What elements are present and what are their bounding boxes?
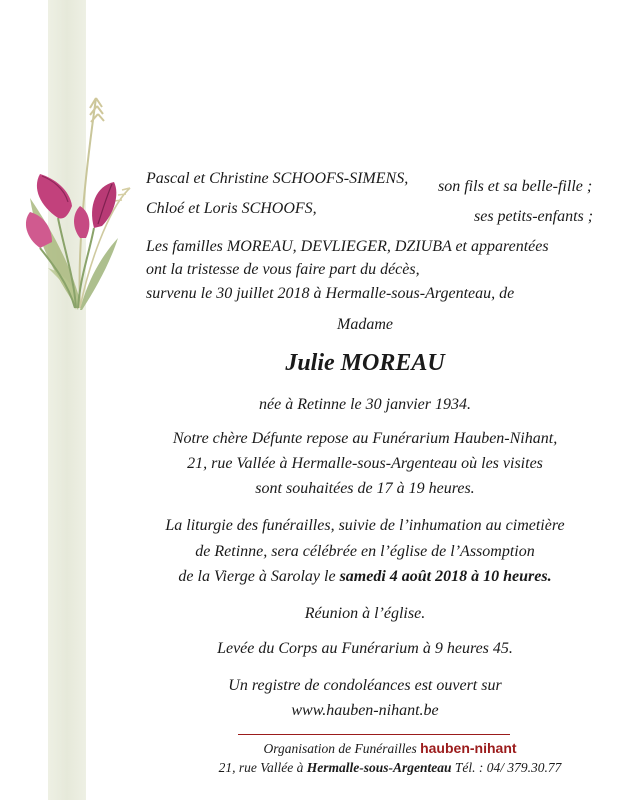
calla-lily-illustration (18, 78, 138, 318)
liturgy-line-1: La liturgie des funérailles, suivie de l’inhumation au cimetière (165, 517, 565, 534)
registry-url[interactable]: www.hauben-nihant.be (291, 702, 439, 719)
family-line-3: Les familles MOREAU, DEVLIEGER, DZIUBA et apparentées (146, 238, 549, 255)
footer-address-city: Hermalle-sous-Argenteau (306, 760, 452, 775)
visits-line-1: Notre chère Défunte repose au Funérarium Hauben-Nihant, (172, 430, 558, 447)
visits-line-2: 21, rue Vallée à Hermalle-sous-Argenteau où les visites (187, 455, 543, 472)
liturgy-line-3 (130, 568, 600, 586)
deceased-name: Julie MOREAU (285, 350, 445, 376)
footer-organisation (200, 740, 580, 757)
footer-brand-logo: hauben-nihant (420, 740, 517, 756)
family-line-2-name: Chloé et Loris SCHOOFS, (146, 200, 317, 217)
deceased-title: Madame (337, 316, 393, 333)
levee-info: Levée du Corps au Funérarium à 9 heures 45. (217, 640, 513, 657)
footer-divider (238, 734, 510, 735)
birth-info: née à Retinne le 30 janvier 1934. (259, 396, 471, 413)
funeral-date: samedi 4 août 2018 à 10 heures. (339, 568, 552, 585)
family-line-1-relation: son fils et sa belle-fille ; (438, 178, 593, 195)
family-line-1-name: Pascal et Christine SCHOOFS-SIMENS, (146, 170, 409, 187)
footer-address (200, 760, 580, 776)
footer-phone: Tél. : 04/ 379.30.77 (451, 760, 562, 775)
visits-line-3: sont souhaitées de 17 à 19 heures. (255, 480, 475, 497)
footer-org-label: Organisation de Funérailles (263, 741, 421, 756)
meeting-info: Réunion à l’église. (304, 605, 426, 622)
liturgy-line-3-text: de la Vierge à Sarolay le (178, 568, 340, 585)
liturgy-line-2: de Retinne, sera célébrée en l’église de l’Assomption (195, 543, 535, 560)
footer-address-street: 21, rue Vallée à (218, 760, 307, 775)
family-line-2-relation: ses petits-enfants ; (474, 208, 594, 225)
family-line-5: survenu le 30 juillet 2018 à Hermalle-sous-Argenteau, de (146, 285, 515, 302)
family-line-4: ont la tristesse de vous faire part du décès, (146, 261, 420, 278)
registry-line: Un registre de condoléances est ouvert sur (228, 677, 502, 694)
